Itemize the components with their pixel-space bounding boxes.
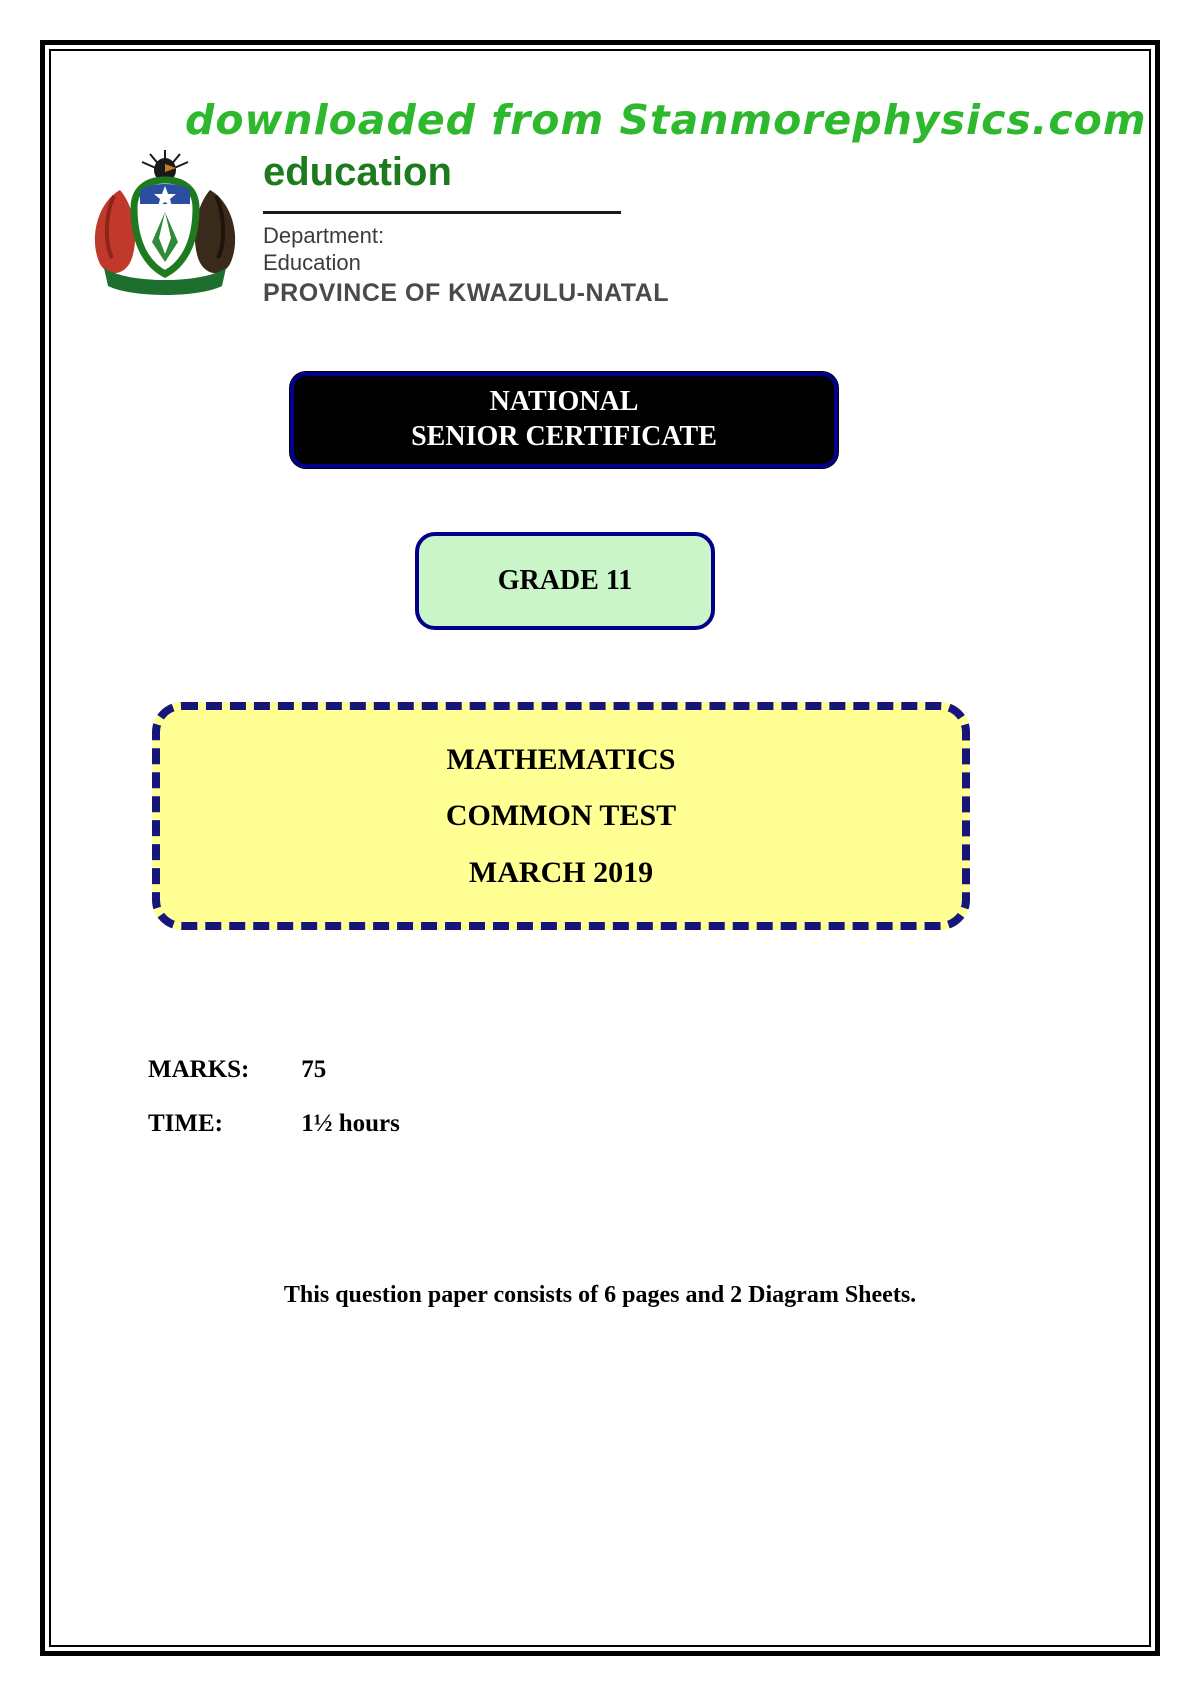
test-type: COMMON TEST bbox=[445, 799, 677, 832]
department-name: Education bbox=[263, 250, 361, 275]
national-certificate-box bbox=[290, 372, 838, 468]
brand-divider bbox=[263, 211, 621, 214]
title-line-national: NATIONAL bbox=[489, 386, 639, 418]
time-label: TIME: bbox=[148, 1110, 223, 1137]
province-label: PROVINCE OF KWAZULU-NATAL bbox=[263, 279, 669, 307]
marks-row bbox=[148, 1056, 326, 1084]
time-value: 1½ hours bbox=[301, 1110, 400, 1137]
title-line-senior-certificate: SENIOR CERTIFICATE bbox=[411, 421, 717, 452]
grade-label: GRADE 11 bbox=[497, 565, 633, 596]
subject-box bbox=[152, 702, 970, 930]
department-label: Department: bbox=[263, 223, 385, 248]
time-row bbox=[148, 1110, 400, 1138]
brand-education: education bbox=[263, 150, 452, 194]
grade-box bbox=[415, 532, 715, 630]
page-footer-note: This question paper consists of 6 pages and 2 Diagram Sheets. bbox=[283, 1282, 917, 1308]
test-date: MARCH 2019 bbox=[468, 855, 654, 889]
coat-of-arms-logo bbox=[84, 146, 246, 304]
marks-value: 75 bbox=[301, 1056, 327, 1083]
watermark-text: downloaded from Stanmorephysics.com bbox=[185, 96, 1147, 144]
marks-label: MARKS: bbox=[148, 1056, 250, 1083]
subject-name: MATHEMATICS bbox=[446, 742, 676, 776]
